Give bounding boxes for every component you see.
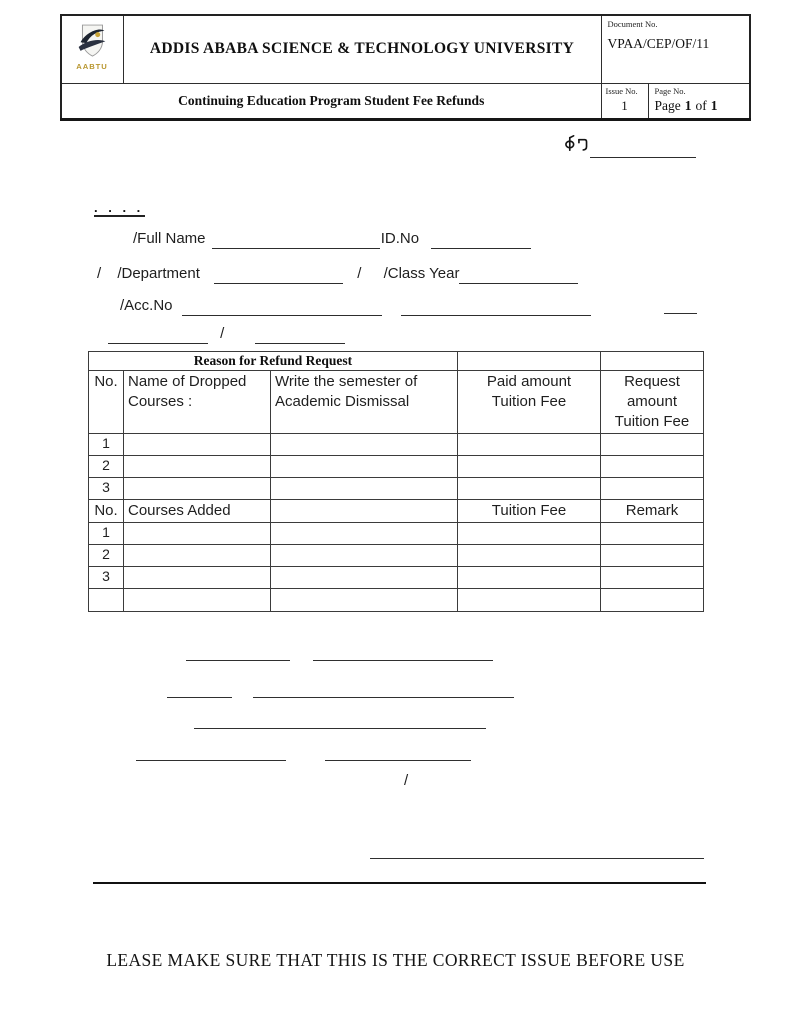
table-cell [124,456,271,478]
table-cell [271,478,458,500]
table-cell [124,545,271,567]
issue-no-cell [601,83,648,119]
signature-blank-1 [186,660,290,661]
table-cell [601,456,704,478]
table-cell [601,478,704,500]
extra-blank-row [108,324,345,344]
table-row [89,589,704,612]
col-dropped-line1: Name of Dropped [128,373,247,390]
signature-blank-4 [253,697,514,698]
table-cell [124,523,271,545]
table-cell [601,434,704,456]
signature-blank-6 [136,760,286,761]
acc-no-blank-3 [664,313,697,314]
table-cell [458,478,601,500]
acc-no-blank-1 [182,298,382,316]
col-request-line2: amount [626,393,678,410]
row-number: 2 [89,456,124,478]
approval-signature-blank [370,858,704,859]
full-name-label: /Full Name [133,230,206,247]
logo-cell [61,15,123,83]
table-cell [458,589,601,612]
issue-no-value: 1 [621,97,628,113]
table-cell [271,500,458,523]
page-total: 1 [710,97,718,113]
tuition-fee-header: Tuition Fee [458,500,601,523]
of-word: of [695,97,707,113]
col-paid-line2: Tuition Fee [491,393,567,410]
table-cell [89,589,124,612]
signature-blank-3 [167,697,232,698]
col-no-header: No. [89,371,124,434]
col-request-header [601,371,704,434]
page-no-cell [648,83,750,119]
amharic-date-label [564,134,590,158]
logo-acronym: AABTU [76,61,108,71]
table-row [89,545,704,567]
page-no-label: Page No. [654,85,686,96]
row-number: 1 [89,434,124,456]
table-cell [458,523,601,545]
form-title: Continuing Education Program Student Fee Refunds [61,83,601,119]
acc-no-label: /Acc.No [120,297,173,314]
document-no-label: Document No. [607,19,658,29]
acc-no-row [120,296,591,316]
table-cell [271,567,458,589]
table-cell [271,456,458,478]
class-year-label: /Class Year [383,265,460,282]
signature-blank-2 [313,660,493,661]
document-no-value: VPAA/CEP/OF/11 [607,36,710,51]
class-year-blank [459,266,578,284]
department-blank [214,266,343,284]
table-cell [124,589,271,612]
table-cell [271,434,458,456]
table-cell [271,589,458,612]
issue-no-label: Issue No. [605,85,638,96]
table-row [89,567,704,589]
col-request-line1: Request [624,373,680,390]
added-no-header: No. [89,500,124,523]
table-cell [601,545,704,567]
full-name-row [133,229,531,249]
salutation-dots: . . . . [94,200,145,217]
page-word: Page [654,97,681,113]
table-row [89,478,704,500]
row-number: 1 [89,523,124,545]
slash-separator: / [357,265,362,282]
table-cell [601,523,704,545]
table-title: Reason for Refund Request [89,352,458,371]
col-semester-line1: Write the semester of [275,373,418,390]
col-request-line3: Tuition Fee [614,413,690,430]
table-cell [601,352,704,371]
id-no-blank [431,231,531,249]
department-label: /Department [117,265,200,282]
table-cell [458,434,601,456]
document-no-cell [601,15,750,83]
col-dropped-header [124,371,271,434]
row-number: 3 [89,478,124,500]
table-row [89,434,704,456]
date-line [564,134,696,158]
date-blank-line [590,140,696,158]
table-cell [601,589,704,612]
row-number: 2 [89,545,124,567]
col-paid-line1: Paid amount [486,373,572,390]
table-cell [458,456,601,478]
slash-separator: / [404,772,409,789]
table-cell [271,523,458,545]
remark-header: Remark [601,500,704,523]
acc-no-blank-2 [401,298,591,316]
table-row [89,523,704,545]
university-logo-icon [71,22,113,72]
slash-separator: / [97,265,102,282]
id-no-label: ID.No [380,230,420,247]
page-number: 1 [684,97,692,113]
table-cell [458,352,601,371]
refund-table [88,351,704,612]
table-cell [124,478,271,500]
courses-added-header: Courses Added [124,500,271,523]
table-cell [124,434,271,456]
slash-separator: / [220,325,225,342]
table-cell [601,567,704,589]
university-title: ADDIS ABABA SCIENCE & TECHNOLOGY UNIVERSITY [123,15,601,83]
table-cell [124,567,271,589]
footer-rule [93,882,706,884]
extra-blank-1 [108,326,208,344]
signature-blank-5 [194,728,486,729]
table-cell [271,545,458,567]
extra-blank-2 [255,326,345,344]
footer-notice: LEASE MAKE SURE THAT THIS IS THE CORRECT ISSUE BEFORE USE [106,950,685,970]
col-semester-header [271,371,458,434]
department-row [97,264,578,284]
table-row [89,456,704,478]
table-cell [458,567,601,589]
row-number: 3 [89,567,124,589]
full-name-blank [212,231,380,249]
header-table [60,14,751,121]
amharic-date-glyphs-icon [564,134,590,153]
table-cell [458,545,601,567]
col-dropped-line2: Courses : [128,393,193,410]
col-semester-line2: Academic Dismissal [275,393,410,410]
col-paid-header [458,371,601,434]
added-section-header-row [89,500,704,523]
signature-blank-7 [325,760,471,761]
page-no-value [655,98,744,114]
